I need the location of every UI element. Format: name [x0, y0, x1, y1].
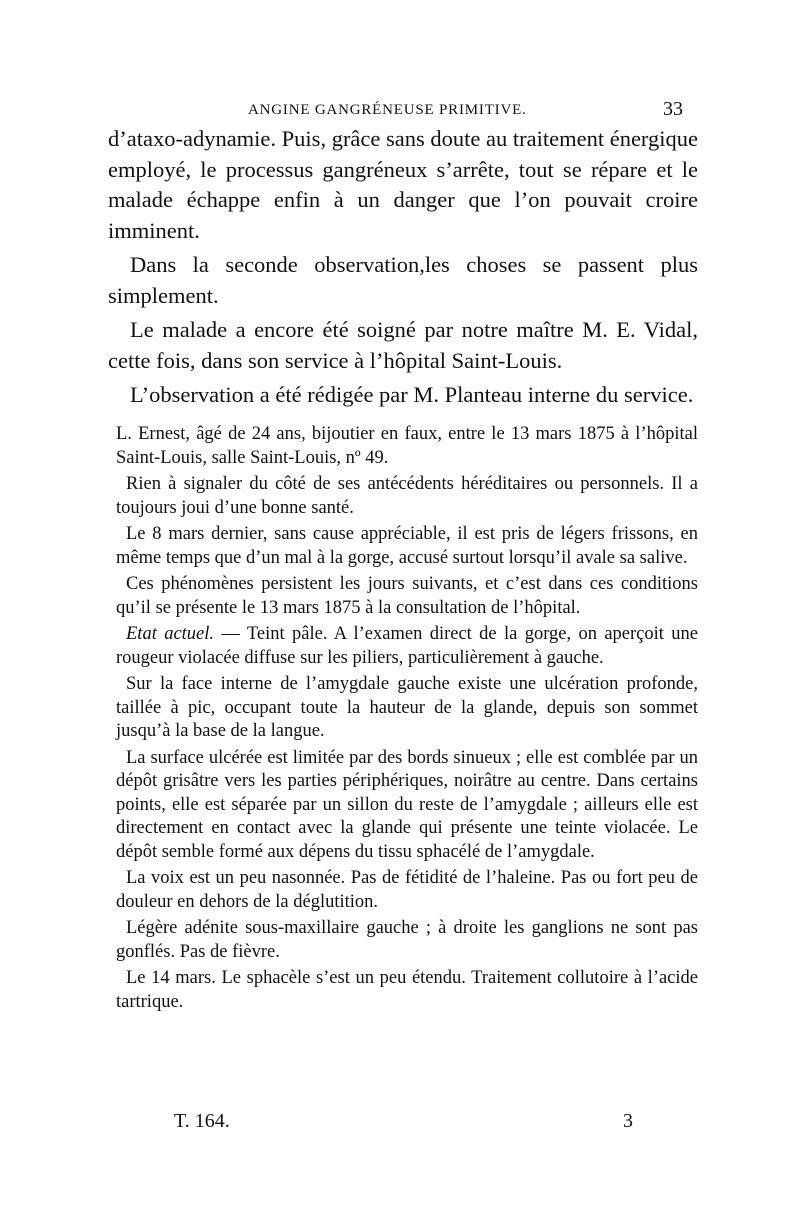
observation-paragraph: Sur la face interne de l’amygdale gauche existe une ulcération profonde, taillée à pic, occupant toute la hauteur de la glande, depuis son sommet jusqu’à la base de la langue. [116, 674, 698, 741]
observation-paragraph: La voix est un peu nasonnée. Pas de fétidité de l’haleine. Pas ou fort peu de douleur en dehors de la déglutition. [116, 868, 698, 912]
section-label: Etat actuel. [126, 624, 215, 644]
observation-paragraph: Le 8 mars dernier, sans cause appréciable, il est pris de légers frissons, en même temps que d’un mal à la gorge, accusé surtout lorsqu’il avale sa salive. [116, 524, 698, 568]
observation-paragraph: L. Ernest, âgé de 24 ans, bijoutier en faux, entre le 13 mars 1875 à l’hôpital Saint-Louis, salle Saint-Louis, nº 49. [116, 424, 698, 468]
observation-paragraph: Rien à signaler du côté de ses antécédents héréditaires ou personnels. Il a toujours joui d’une bonne santé. [116, 474, 698, 518]
main-text [108, 124, 698, 411]
clinical-observation [116, 423, 698, 1014]
observation-paragraph: Le 14 mars. Le sphacèle s’est un peu étendu. Traitement collutoire à l’acide tartrique. [116, 968, 698, 1012]
running-header [108, 98, 683, 122]
observation-paragraph [116, 623, 698, 670]
observation-paragraph: La surface ulcérée est limitée par des bords sinueux ; elle est comblée par un dépôt grisâtre vers les parties périphériques, noirâtre au centre. Dans certains points, elle est séparée par un sillon du reste de l’amygdale ; ailleurs elle est directement en contact avec la glande qui présente une teinte violacée. Le dépôt semble formé aux dépens du tissu sphacélé de l’amygdale. [116, 747, 698, 862]
gathering-number: 3 [623, 1110, 633, 1132]
observation-text: — Teint pâle. A l’examen direct de la gorge, on aperçoit une rougeur violacée diffuse sur les piliers, particulièrement à gauche. [116, 624, 698, 668]
paragraph: Dans la seconde observation,les choses se passent plus simplement. [108, 252, 698, 308]
observation-paragraph: Légère adénite sous-maxillaire gauche ; à droite les ganglions ne sont pas gonflés. Pas de fièvre. [116, 918, 698, 962]
paragraph: L’observation a été rédigée par M. Planteau interne du service. [130, 382, 694, 407]
paragraph: Le malade a encore été soigné par notre maître M. E. Vidal, cette fois, dans son service à l’hôpital Saint-Louis. [108, 317, 698, 373]
page-number: 33 [663, 98, 683, 120]
signature-mark: T. 164. [174, 1110, 230, 1132]
running-title: ANGINE GANGRÉNEUSE PRIMITIVE. [248, 102, 527, 118]
observation-paragraph: Ces phénomènes persistent les jours suivants, et c’est dans ces conditions qu’il se présente le 13 mars 1875 à la consultation de l’hôpital. [116, 574, 698, 618]
page-footer [108, 1110, 698, 1134]
paragraph: d’ataxo-adynamie. Puis, grâce sans doute au traitement énergique employé, le processus gangréneux s’arrête, tout se répare et le malade échappe enfin à un danger que l’on pouvait croire imminent. [108, 126, 698, 243]
